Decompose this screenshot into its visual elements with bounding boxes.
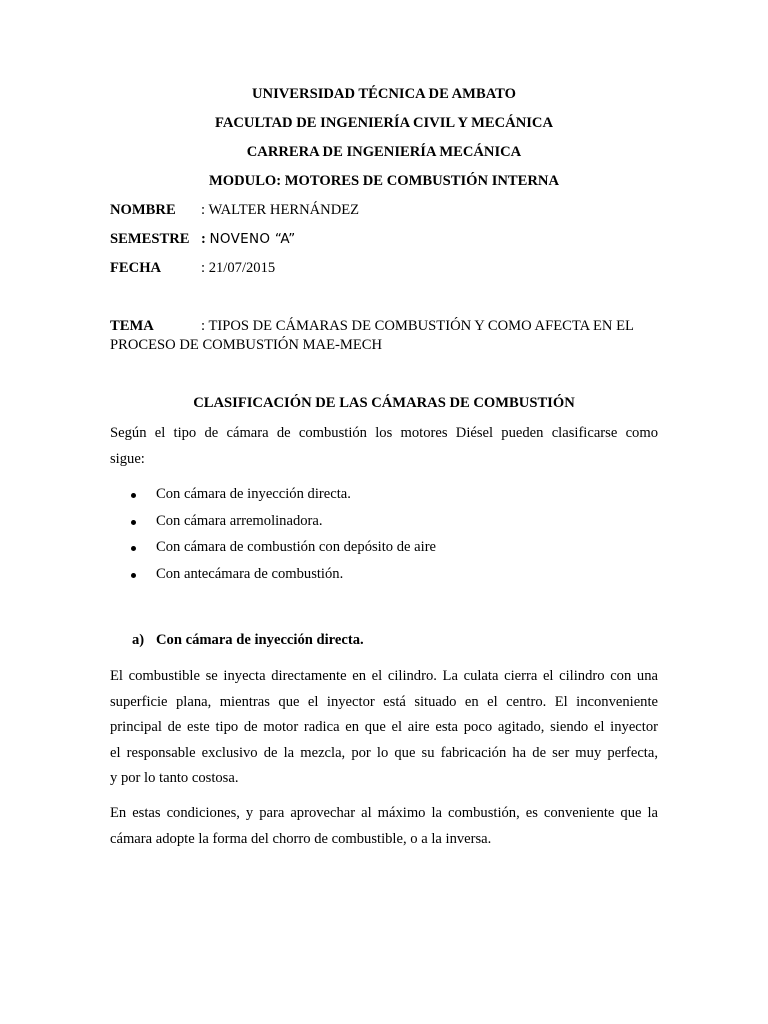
subsection-marker: a) — [132, 632, 145, 648]
name-value: : WALTER HERNÁNDEZ — [201, 202, 360, 218]
list-item-text: Con cámara de inyección directa. — [156, 486, 351, 502]
list-item-text: Con antecámara de combustión. — [156, 565, 344, 582]
paragraph-line: cámara adopte la forma del chorro de combustible, o a la inversa. — [110, 830, 492, 847]
semester-row — [110, 231, 658, 248]
list-item — [110, 539, 658, 566]
bullet-icon — [131, 573, 136, 578]
date-row — [110, 260, 658, 277]
topic-line-2: PROCESO DE COMBUSTIÓN MAE-MECH — [110, 337, 383, 353]
intro-line: sigue: — [110, 450, 145, 467]
intro-line: Según el tipo de cámara de combustión los motores Diésel pueden clasificarse como — [110, 425, 658, 441]
list-item — [110, 486, 658, 513]
paragraph-line: En estas condiciones, y para aprovechar al máximo la combustión, es conveniente que la — [110, 805, 658, 821]
paragraph-2 — [110, 801, 658, 852]
university-title: UNIVERSIDAD TÉCNICA DE AMBATO — [252, 86, 516, 102]
topic-row — [110, 318, 658, 335]
bullet-icon — [131, 520, 136, 525]
list-item — [110, 566, 658, 593]
list-item-text: Con cámara de combustión con depósito de aire — [156, 539, 437, 555]
subsection-a-title — [132, 632, 364, 649]
bullet-icon — [131, 493, 136, 498]
paragraph-line: y por lo tanto costosa. — [110, 770, 239, 786]
section-title: CLASIFICACIÓN DE LAS CÁMARAS DE COMBUSTIÓN — [193, 395, 575, 411]
list-item-text: Con cámara arremolinadora. — [156, 512, 323, 529]
date-value: : 21/07/2015 — [201, 260, 276, 276]
paragraph-line: El combustible se inyecta directamente en el cilindro. La culata cierra el cilindro con una — [110, 668, 658, 684]
name-row — [110, 202, 658, 219]
topic-label: TEMA — [110, 318, 154, 334]
paragraph-line: superficie plana, mientras que el inyector está situado en el centro. El inconveniente — [110, 693, 658, 710]
faculty-title: FACULTAD DE INGENIERÍA CIVIL Y MECÁNICA — [215, 115, 553, 131]
paragraph-1 — [110, 664, 658, 792]
paragraph-line: el responsable exclusivo de la mezcla, por lo que su fabricación ha de ser muy perfecta, — [110, 744, 658, 761]
paragraph-line: principal de este tipo de motor radica en que el aire esta poco agitado, siendo el inyector — [110, 719, 658, 735]
bullet-icon — [131, 546, 136, 551]
career-title: CARRERA DE INGENIERÍA MECÁNICA — [246, 144, 522, 160]
intro-paragraph — [110, 421, 658, 472]
semester-label: SEMESTRE — [110, 231, 190, 247]
subsection-title-text: Con cámara de inyección directa. — [156, 632, 364, 648]
classification-list — [110, 486, 658, 592]
list-item — [110, 513, 658, 540]
name-label: NOMBRE — [110, 202, 176, 218]
module-title: MODULO: MOTORES DE COMBUSTIÓN INTERNA — [208, 173, 559, 189]
semester-colon: : — [201, 231, 210, 247]
semester-value: NOVENO “A” — [209, 231, 296, 247]
date-label: FECHA — [110, 260, 162, 276]
topic-line-1: : TIPOS DE CÁMARAS DE COMBUSTIÓN Y COMO AFECTA EN EL — [201, 318, 634, 334]
